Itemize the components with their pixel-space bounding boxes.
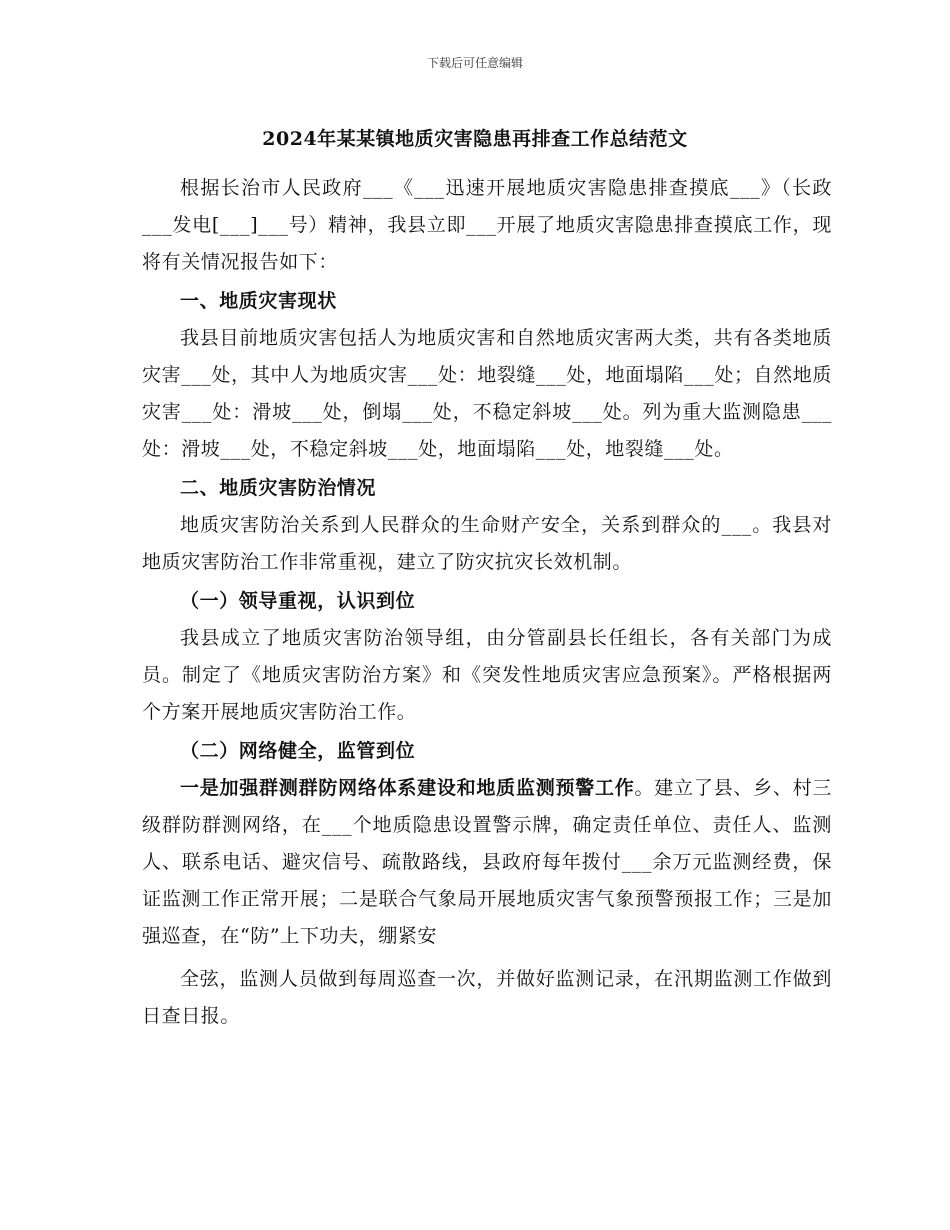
subsection-heading: （二）网络健全，监管到位 — [180, 740, 416, 762]
subsection-paragraph: 我县成立了地质灾害防治领导组，由分管副县长任组长，各有关部门为成员。制定了《地质灾害防治方案》和《突发性地质灾害应急预案》。严格根据两个方案开展地质灾害防治工作。 — [142, 627, 832, 723]
section-heading: 二、地质灾害防治情况 — [180, 477, 377, 499]
paragraph-body-text: 。建立了县、乡、村三级群防群测网络，在___个地质隐患设置警示牌，确定责任单位、责任人、监测人、联系电话、避灾信号、疏散路线，县政府每年拨付___余万元监测经费，保证监测工作正常开展；二是联合气象局开展地质灾害气象预警预报工作；三是加强巡查，在“防”上下功夫，绷紧安 — [142, 777, 832, 947]
document-title: 2024年某某镇地质灾害隐患再排查工作总结范文 — [262, 128, 688, 150]
document-body — [142, 170, 832, 1035]
page-header-note: 下载后可任意编辑 — [426, 56, 523, 70]
paragraph-lead-phrase: 一是加强群测群防网络体系建设和地质监测预警工作 — [180, 777, 635, 799]
section-paragraph: 地质灾害防治关系到人民群众的生命财产安全，关系到群众的___。我县对地质灾害防治工作非常重视，建立了防灾抗灾长效机制。 — [142, 514, 832, 573]
section-heading: 一、地质灾害现状 — [180, 290, 337, 312]
subsection-paragraph — [142, 770, 832, 955]
intro-paragraph: 根据长治市人民政府___《___迅速开展地质灾害隐患排查摸底___》（长政___发电[___]___号）精神，我县立即___开展了地质灾害隐患排查摸底工作，现将有关情况报告如下： — [142, 177, 832, 273]
section-paragraph: 我县目前地质灾害包括人为地质灾害和自然地质灾害两大类，共有各类地质灾害___处，其中人为地质灾害___处：地裂缝___处，地面塌陷___处；自然地质灾害___处：滑坡___处，倒塌___处，不稳定斜坡___处。列为重大监测隐患___处：滑坡___处，不稳定斜坡___处，地面塌陷___处，地裂缝___处。 — [142, 327, 832, 460]
subsection-paragraph: 全弦，监测人员做到每周巡查一次，并做好监测记录，在汛期监测工作做到日查日报。 — [142, 968, 832, 1027]
subsection-heading: （一）领导重视，认识到位 — [180, 590, 416, 612]
